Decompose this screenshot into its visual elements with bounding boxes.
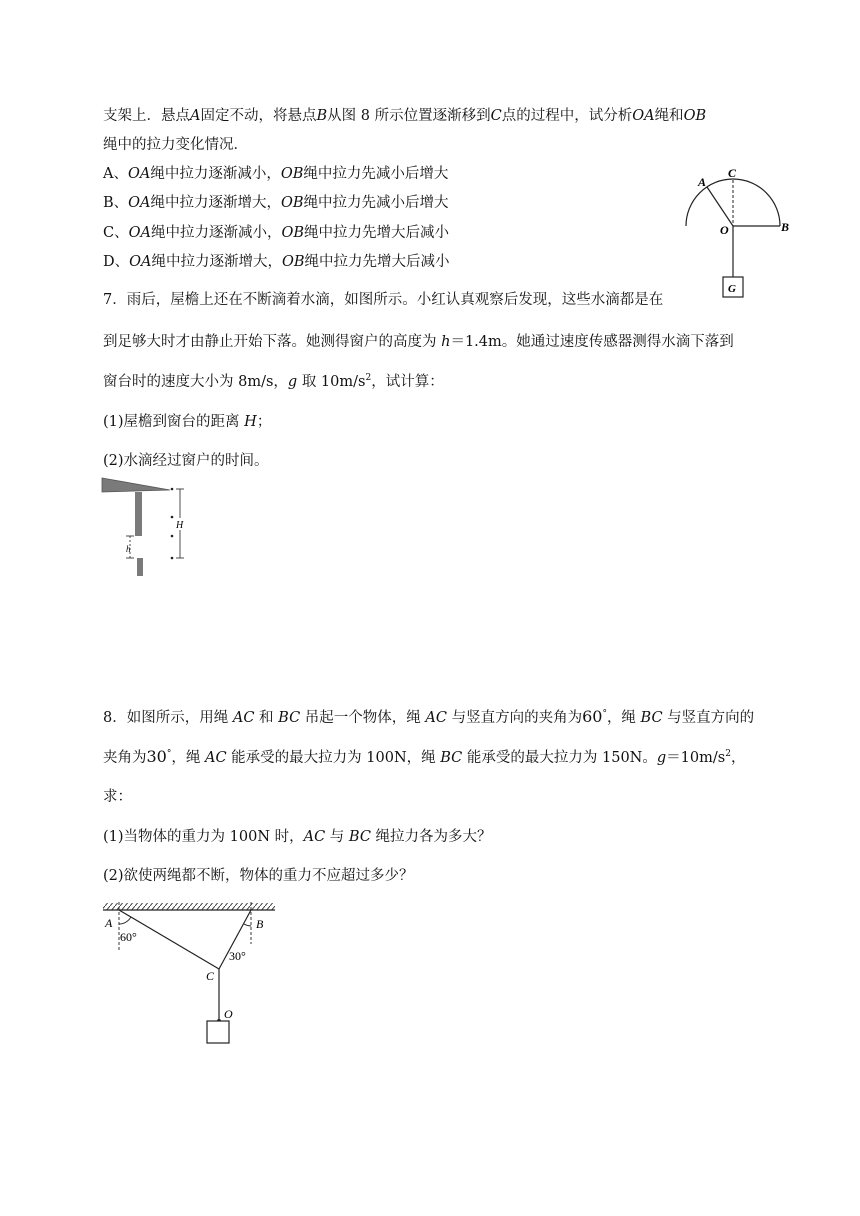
- label-b: B: [256, 917, 264, 931]
- label-a: A: [105, 916, 113, 930]
- wall-lower: [137, 558, 143, 576]
- label-o: O: [720, 223, 729, 237]
- drop-4: [171, 557, 174, 560]
- q6-figure: [680, 164, 800, 304]
- q8-sub-2: (2)欲使两绳都不断，物体的重力不应超过多少？: [103, 868, 414, 884]
- q7-sub-2: (2)水滴经过窗户的时间。: [103, 453, 269, 469]
- rope-oa: [707, 187, 733, 226]
- q7-figure: [100, 476, 200, 576]
- q6-line-2: 绳中的拉力变化情况．: [103, 137, 248, 153]
- label-30: 30°: [229, 949, 246, 963]
- q8-line-2: 夹角为30°，绳 AC 能承受的最大拉力为 100N，绳 BC 能承受的最大拉力为 150N。$g=10m/s^2$，: [103, 747, 746, 766]
- label-g: G: [728, 283, 736, 295]
- q8-line-1: 8．如图所示，用绳 AC 和 BC 吊起一个物体，绳 AC 与竖直方向的夹角为60°，绳 BC 与竖直方向的: [103, 707, 755, 726]
- q8-figure: [100, 900, 280, 1050]
- q7-line-1: 7．雨后，屋檐上还在不断滴着水滴，如图所示。小红认真观察后发现，这些水滴都是在: [103, 292, 664, 308]
- q7-sub-1: (1)屋檐到窗台的距离 H；: [103, 414, 272, 430]
- label-a: A: [698, 175, 707, 189]
- drop-3: [171, 535, 174, 538]
- label-c: C: [206, 969, 215, 983]
- q6-option-c: C、OA绳中拉力逐渐减小，OB绳中拉力先增大后减小: [103, 225, 450, 241]
- label-60: 60°: [120, 930, 137, 944]
- wall-upper: [135, 492, 142, 536]
- label-big-h: H: [176, 520, 184, 531]
- ceiling-hatch: [103, 903, 275, 910]
- q6-option-d: D、OA绳中拉力逐渐增大，OB绳中拉力先增大后减小: [103, 254, 450, 270]
- label-b: B: [781, 220, 790, 234]
- weight-box: [207, 1021, 229, 1043]
- q6-line-1: 支架上．悬点A固定不动，将悬点B从图 8 所示位置逐渐移到C点的过程中，试分析OA绳和OB: [103, 108, 707, 124]
- q6-option-a: A、OA绳中拉力逐渐减小，OB绳中拉力先减小后增大: [103, 166, 449, 182]
- drop-2: [171, 516, 174, 519]
- q7-line-2: 到足够大时才由静止开始下落。她测得窗户的高度为 h＝1.4m。她通过速度传感器测得水滴下落到: [103, 334, 734, 350]
- q7-line-3: 窗台时的速度大小为 8m/s，g 取 $10m/s^2$，试计算：: [103, 373, 444, 390]
- arc-b: [244, 924, 251, 926]
- eave: [102, 478, 170, 492]
- label-c: C: [728, 166, 737, 180]
- arc-a: [119, 917, 131, 924]
- q6-option-b: B、OA绳中拉力逐渐增大，OB绳中拉力先减小后增大: [103, 195, 449, 211]
- q8-sub-1: (1)当物体的重力为 100N 时，AC 与 BC 绳拉力各为多大？: [103, 829, 492, 845]
- label-small-h: h: [126, 544, 131, 554]
- drop-1: [171, 488, 174, 491]
- q8-line-3: 求：: [103, 789, 132, 805]
- label-o: O: [224, 1007, 233, 1021]
